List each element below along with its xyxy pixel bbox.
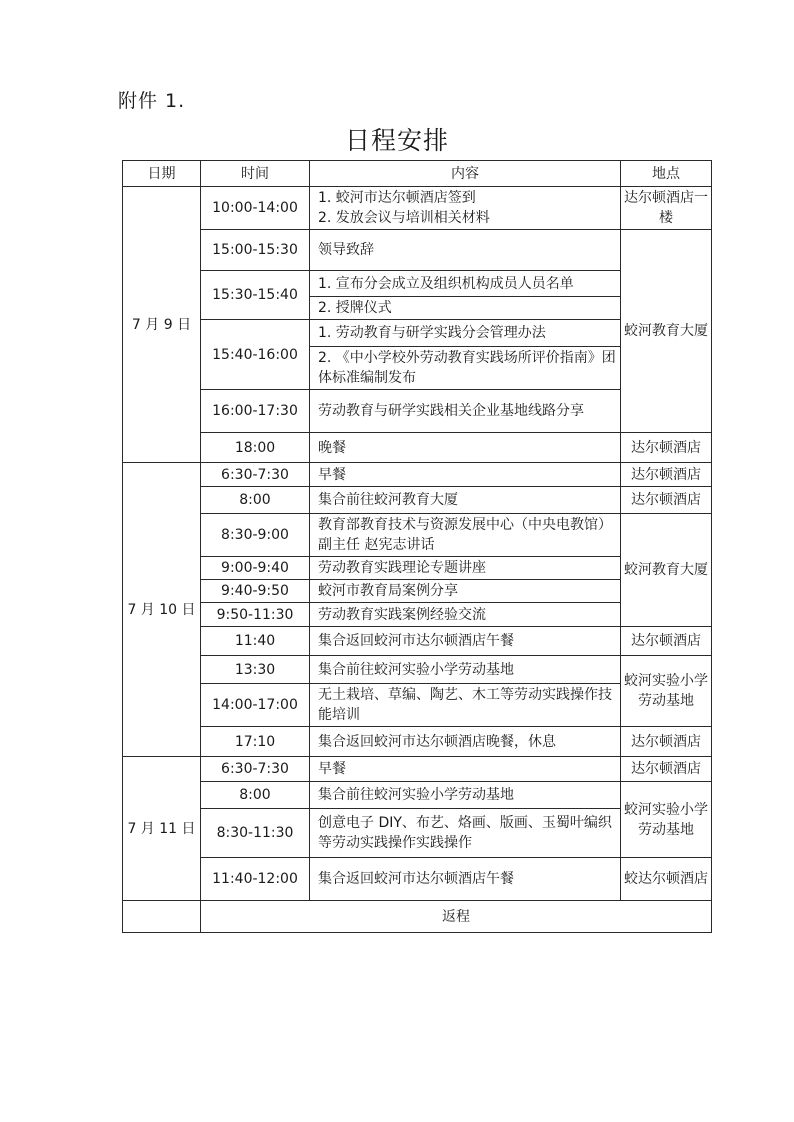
- time-cell: 9:50-11:30: [201, 603, 310, 627]
- place-cell: 达尔顿酒店: [621, 433, 712, 463]
- table-row: [123, 463, 712, 487]
- content-cell: 早餐: [310, 757, 621, 782]
- content-cell: 集合返回蛟河市达尔顿酒店午餐: [310, 627, 621, 656]
- content-cell: 创意电子 DIY、布艺、烙画、版画、玉蜀叶编织等劳动实践操作实践操作: [310, 809, 621, 858]
- time-cell: 11:40: [201, 627, 310, 656]
- time-cell: 8:00: [201, 782, 310, 809]
- table-row: [123, 757, 712, 782]
- time-cell: 6:30-7:30: [201, 463, 310, 487]
- content-cell: 晚餐: [310, 433, 621, 463]
- time-cell: 8:30-11:30: [201, 809, 310, 858]
- time-cell: 15:00-15:30: [201, 230, 310, 271]
- content-cell: 教育部教育技术与资源发展中心（中央电教馆）副主任 赵宪志讲话: [310, 514, 621, 557]
- table-row: [123, 782, 712, 809]
- date-cell: 7 月 10 日: [123, 463, 201, 757]
- time-cell: 17:10: [201, 727, 310, 757]
- place-cell: 达尔顿酒店: [621, 463, 712, 487]
- time-cell: 11:40-12:00: [201, 858, 310, 901]
- content-cell: 集合前往蛟河实验小学劳动基地: [310, 656, 621, 684]
- content-cell: 集合前往蛟河教育大厦: [310, 487, 621, 514]
- time-cell: 16:00-17:30: [201, 390, 310, 433]
- table-row: [123, 901, 712, 933]
- content-line: 1. 蛟河市达尔顿酒店签到: [318, 190, 476, 206]
- header-content: 内容: [310, 161, 621, 187]
- time-cell: 15:40-16:00: [201, 320, 310, 390]
- time-cell: 8:00: [201, 487, 310, 514]
- place-cell: 蛟河实验小学劳动基地: [621, 782, 712, 858]
- place-cell: 蛟河实验小学劳动基地: [621, 656, 712, 727]
- page-title: 日程安排: [344, 126, 449, 155]
- table-header-row: [123, 161, 712, 187]
- content-line: 2. 发放会议与培训相关材料: [318, 210, 490, 226]
- place-cell: 蛟河教育大厦: [621, 230, 712, 433]
- table-row: [123, 487, 712, 514]
- blank-date-cell: [123, 901, 201, 933]
- content-cell: 领导致辞: [310, 230, 621, 271]
- date-cell: 7 月 9 日: [123, 187, 201, 463]
- table-row: [123, 187, 712, 230]
- time-cell: 15:30-15:40: [201, 271, 310, 320]
- header-date: 日期: [123, 161, 201, 187]
- place-cell: 达尔顿酒店: [621, 627, 712, 656]
- place-cell: 达尔顿酒店一楼: [621, 187, 712, 230]
- place-cell: 达尔顿酒店: [621, 727, 712, 757]
- table-row: [123, 627, 712, 656]
- place-cell: 达尔顿酒店: [621, 757, 712, 782]
- content-cell: 集合前往蛟河实验小学劳动基地: [310, 782, 621, 809]
- content-cell: 集合返回蛟河市达尔顿酒店午餐: [310, 858, 621, 901]
- table-row: [123, 433, 712, 463]
- content-cell: [310, 187, 621, 230]
- content-cell: 蛟河市教育局案例分享: [310, 580, 621, 603]
- content-cell: 1. 宣布分会成立及组织机构成员人员名单: [310, 271, 621, 297]
- content-cell: 劳动教育实践案例经验交流: [310, 603, 621, 627]
- table-row: [123, 514, 712, 557]
- content-cell: 早餐: [310, 463, 621, 487]
- time-cell: 9:00-9:40: [201, 557, 310, 580]
- date-cell: 7 月 11 日: [123, 757, 201, 901]
- table-row: [123, 656, 712, 684]
- time-cell: 18:00: [201, 433, 310, 463]
- table-row: [123, 230, 712, 271]
- content-cell: 集合返回蛟河市达尔顿酒店晚餐，休息: [310, 727, 621, 757]
- time-cell: 10:00-14:00: [201, 187, 310, 230]
- schedule-table: [122, 160, 712, 933]
- time-cell: 9:40-9:50: [201, 580, 310, 603]
- header-place: 地点: [621, 161, 712, 187]
- content-cell: 2. 授牌仪式: [310, 297, 621, 320]
- time-cell: 6:30-7:30: [201, 757, 310, 782]
- place-cell: 蛟河教育大厦: [621, 514, 712, 627]
- content-cell: 1. 劳动教育与研学实践分会管理办法: [310, 320, 621, 347]
- time-cell: 8:30-9:00: [201, 514, 310, 557]
- place-cell: 蛟达尔顿酒店: [621, 858, 712, 901]
- header-time: 时间: [201, 161, 310, 187]
- time-cell: 13:30: [201, 656, 310, 684]
- table-row: [123, 858, 712, 901]
- closing-cell: 返程: [201, 901, 712, 933]
- table-row: [123, 727, 712, 757]
- content-cell: 2. 《中小学校外劳动教育实践场所评价指南》团体标准编制发布: [310, 347, 621, 390]
- content-cell: 无土栽培、草编、陶艺、木工等劳动实践操作技能培训: [310, 684, 621, 727]
- place-cell: 达尔顿酒店: [621, 487, 712, 514]
- attachment-label: 附件 1.: [118, 90, 186, 112]
- time-cell: 14:00-17:00: [201, 684, 310, 727]
- content-cell: 劳动教育与研学实践相关企业基地线路分享: [310, 390, 621, 433]
- content-cell: 劳动教育实践理论专题讲座: [310, 557, 621, 580]
